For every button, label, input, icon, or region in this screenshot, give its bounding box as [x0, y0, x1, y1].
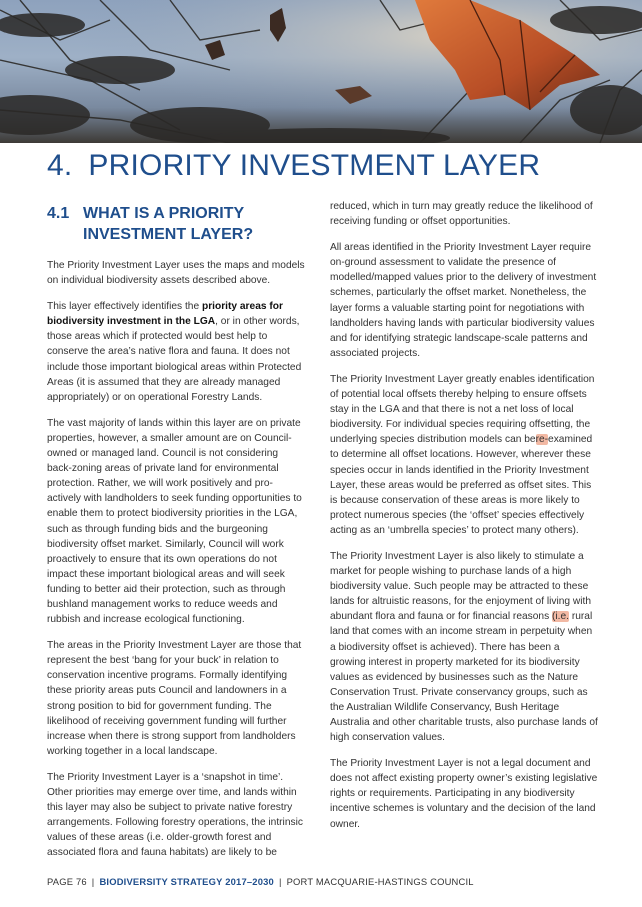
bold-emphasis: priority areas for biodiversity investment in the LGA — [47, 301, 283, 328]
paragraph: The Priority Investment Layer is not a legal document and does not affect existing property owner’s existing legislative rights or requirements. Participating in any biodiversity incentive schemes is voluntary and the decision of the land owner. — [330, 758, 598, 830]
left-column — [47, 203, 305, 871]
header-photo-banner — [0, 0, 642, 143]
paragraph-text: , or in other words, those areas which if protected would best help to conserve the area’s native flora and fauna. It does not include those important biological areas within Protected Areas (it is assumed that they are already managed appropriately) or on operational Forestry Lands. — [47, 316, 302, 403]
paragraph-text: rural land that comes with an income stream in perpetuity when a biodiversity offset is achieved). There has been a growing interest in property marketed for its biodiversity values as evidenced by businesses such as the Nature Conservation Trust. Private conservancy groups, such as the Australian Wildlife Conservancy, Bush Heritage Australia and other charitable trusts, also purchase lands of high conservation values. — [330, 611, 598, 744]
section-title: WHAT IS A PRIORITY INVESTMENT LAYER? — [83, 205, 254, 243]
paragraph-text: examined to determine all offset locations. However, wherever these species occur in lands identified in the Priority Investment Layer, these areas would be preferred as offset sites. This is because conservation of these areas is more likely to protect numerous species (the ‘offset’ species effectively acting as an ‘umbrella species’ to protect many others). — [330, 434, 593, 536]
chapter-number: 4. — [47, 149, 73, 182]
paragraph: All areas identified in the Priority Investment Layer require on-ground assessment to validate the presence of modelled/mapped values prior to the delivery of investment schemes, particularly the offset market. Nonetheless, the layer forms a valuable starting point for negotiations with landholders having lands with particular biodiversity values and for identifying strategic landscape-scale patterns and associated projects. — [330, 242, 597, 359]
page-number: PAGE 76 — [47, 876, 87, 887]
footer-strategy-title: BIODIVERSITY STRATEGY 2017–2030 — [99, 876, 274, 887]
paragraph: The Priority Investment Layer uses the maps and models on individual biodiversity assets described above. — [47, 260, 305, 287]
paragraph — [330, 372, 598, 538]
chapter-title-text: PRIORITY INVESTMENT LAYER — [88, 149, 541, 182]
paragraph — [47, 299, 305, 405]
paragraph-text: The Priority Investment Layer greatly enables identification of potential local offsets thereby helping to ensure offsets stay in the LGA and that there is not a net loss of local biodiversity. For individual species requiring offsetting, the underlying species distribution models can be — [330, 373, 595, 446]
highlight-annotation: re- — [535, 434, 549, 446]
paragraph-text: The Priority Investment Layer is also likely to stimulate a market for people wishing to purchase lands of a high biodiversity value. Such people may be attracted to these lands for altruistic reasons, for the enjoyment of living with abundant flora and fauna or for financial reasons — [330, 550, 592, 623]
paragraph: The Priority Investment Layer is a ‘snapshot in time’. Other priorities may emerge over time, and lands within this layer may also be subject to private native forestry arrangements. Following forestry operations, the intrinsic values of these areas (i.e. older-growth forest and associated flora and fauna habitats) are likely to be — [47, 771, 303, 859]
paragraph: The areas in the Priority Investment Layer are those that represent the best ‘bang for your buck’ in relation to conservation incentive programs. Formally identifying these priority areas puts Council and landowners in a strong position to bid for government funding. The likelihood of receiving government funding will further increase when there is strong support from landholders working together in a local landscape. — [47, 640, 302, 757]
chapter-title — [47, 146, 627, 186]
footer-separator: | — [91, 876, 95, 887]
paragraph: The vast majority of lands within this layer are on private properties, however, a smaller amount are on Council-owned or managed land. Council is not considering back-zoning areas of private land for environmental protection. Rather, we will work positively and pro-actively with landholders to seek funding opportunities to enable them to protect biodiversity priorities in the LGA, such as through funding bids and the burgeoning biodiversity offset market. Similarly, Council will work proactively to ensure that its own operations do not impact these important biological areas and will seek funding to better aid their protection, such as through bushland management works to reduce weeds and rubbish and increase ecological functioning. — [47, 417, 302, 626]
footer-separator: | — [278, 876, 282, 887]
flying-fox-photo — [0, 0, 642, 143]
highlight-annotation: (i.e. — [552, 611, 570, 623]
section-heading — [47, 203, 305, 245]
footer-council: PORT MACQUARIE-HASTINGS COUNCIL — [286, 876, 474, 887]
page-footer — [47, 876, 607, 887]
paragraph — [330, 549, 598, 745]
paragraph-text: This layer effectively identifies the — [47, 301, 202, 313]
section-number: 4.1 — [47, 205, 70, 222]
paragraph: reduced, which in turn may greatly reduce the likelihood of receiving funding or offset opportunities. — [330, 201, 593, 228]
right-column — [330, 199, 598, 843]
